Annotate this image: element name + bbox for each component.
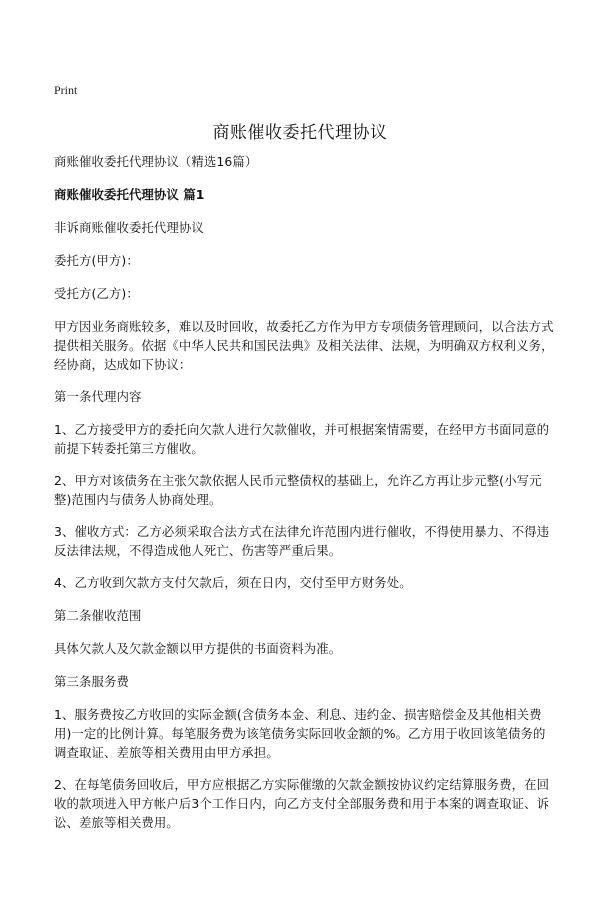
article-1-clause-2: 2、甲方对该债务在主张欠款依据人民币元整债权的基础上，允许乙方再让步元整(小写元整)范围内与债务人协商处理。 bbox=[54, 473, 542, 507]
agreement-name-paragraph: 非诉商账催收委托代理协议 bbox=[54, 220, 204, 235]
article-2-heading: 第二条催收范围 bbox=[54, 608, 142, 623]
article-1-clause-3: 3、催收方式：乙方必须采取合法方式在法律允许范围内进行催收，不得使用暴力、不得违反法律法规，不得造成他人死亡、伤害等严重后果。 bbox=[54, 524, 550, 558]
article-1-heading: 第一条代理内容 bbox=[54, 389, 142, 404]
article-2-body: 具体欠款人及欠款金额以甲方提供的书面资料为准。 bbox=[54, 641, 342, 656]
article-3-clause-1: 1、服务费按乙方收回的实际金额(含债务本金、利息、违约金、损害赔偿金及其他相关费用)一定的比例计算。每笔服务费为该笔债务实际回收金额的%。乙方用于收回该笔债务的调查取证、差旅等相关费用由甲方承担。 bbox=[54, 707, 546, 760]
document-body bbox=[54, 152, 554, 846]
subtitle-paragraph: 商账催收委托代理协议（精选16篇） bbox=[54, 154, 258, 169]
page-title: 商账催收委托代理协议 bbox=[212, 123, 388, 143]
article-3-heading: 第三条服务费 bbox=[54, 674, 129, 689]
party-b-line: 受托方(乙方)： bbox=[54, 286, 139, 301]
article-1-clause-1: 1、乙方接受甲方的委托向欠款人进行欠款催收，并可根据案情需要，在经甲方书面同意的前提下转委托第三方催收。 bbox=[54, 422, 550, 456]
party-a-line: 委托方(甲方)： bbox=[54, 253, 139, 268]
print-link[interactable]: Print bbox=[54, 83, 78, 97]
preamble-paragraph: 甲方因业务商账较多，难以及时回收，故委托乙方作为甲方专项债务管理顾问，以合法方式提供相关服务。依据《中华人民共和国民法典》及相关法律、法规，为明确双方权利义务，经协商，达成如下协议： bbox=[54, 319, 554, 372]
article-3-clause-2: 2、在每笔债务回收后，甲方应根据乙方实际催缴的欠款金额按协议约定结算服务费，在回收的款项进入甲方帐户后3个工作日内，向乙方支付全部服务费和用于本案的调查取证、诉讼、差旅等相关费用。 bbox=[54, 777, 550, 830]
section-heading: 商账催收委托代理协议 篇1 bbox=[54, 187, 205, 202]
article-1-clause-4: 4、乙方收到欠款方支付欠款后，须在日内，交付至甲方财务处。 bbox=[54, 575, 412, 590]
